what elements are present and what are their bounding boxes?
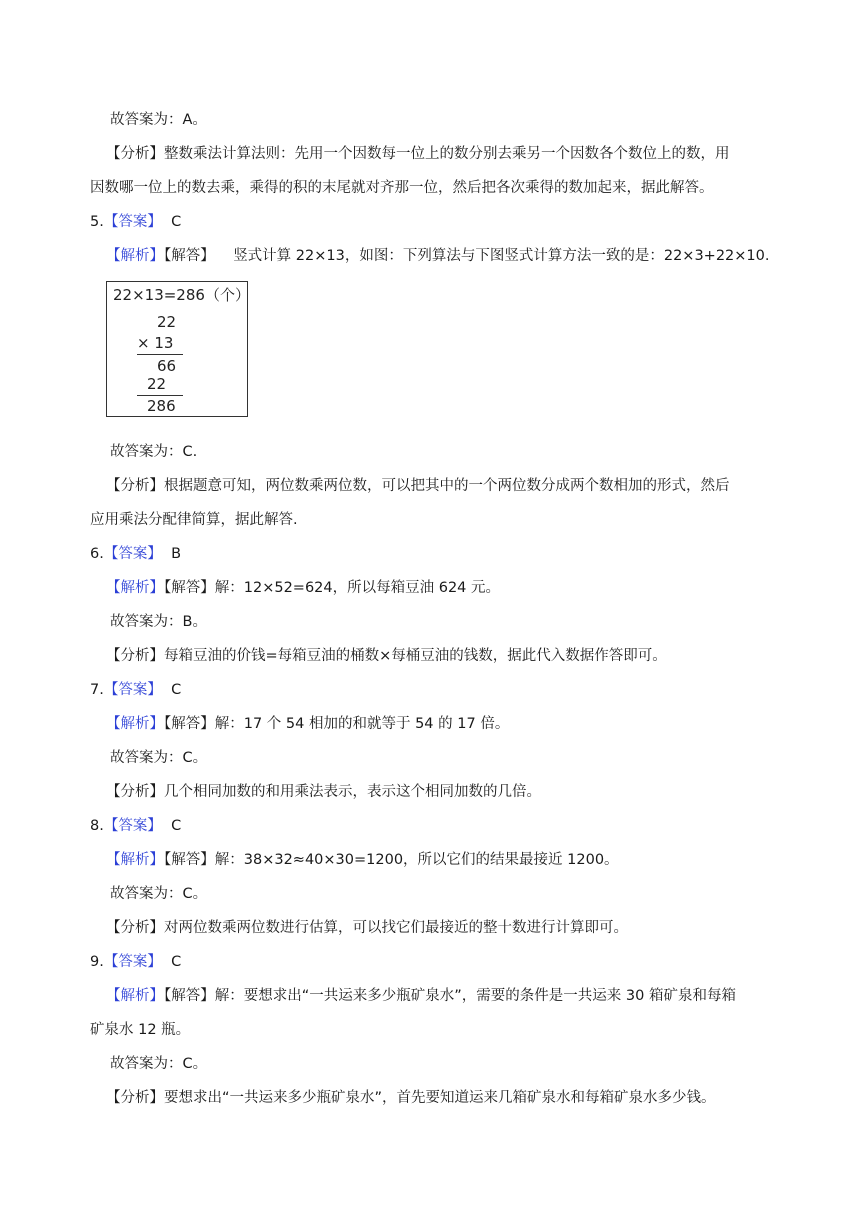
question-8-answer-line <box>110 884 207 904</box>
question-6-solution <box>106 578 500 598</box>
analysis-text: 每箱豆油的价钱=每箱豆油的桶数×每桶豆油的钱数，据此代入数据作答即可。 <box>164 648 667 664</box>
question-9-analysis <box>106 1088 716 1108</box>
question-5-answer <box>90 212 181 232</box>
answer-label: 【答案】 <box>103 214 162 230</box>
answer-label: 【答案】 <box>103 954 162 970</box>
question-number: 5. <box>90 214 104 230</box>
jiexi-label: 【解析】 <box>106 248 164 264</box>
analysis-label: 【分析】 <box>106 784 164 800</box>
question-8-answer <box>90 816 181 836</box>
question-number: 7. <box>90 682 104 698</box>
question-5-analysis <box>106 476 730 496</box>
question-number: 9. <box>90 954 104 970</box>
answer-text: 故答案为：C. <box>110 444 198 460</box>
solution-text: 解：17 个 54 相加的和就等于 54 的 17 倍。 <box>214 716 510 732</box>
question-6-analysis <box>106 646 667 666</box>
analysis-label: 【分析】 <box>106 146 164 162</box>
solution-text: 解：38×32≈40×30=1200，所以它们的结果最接近 1200。 <box>214 852 619 868</box>
analysis-label: 【分析】 <box>106 1090 164 1106</box>
answer-choice: B <box>171 546 182 562</box>
question-6-answer-line <box>110 612 207 632</box>
figure-rule-2 <box>137 395 183 396</box>
jieda-label: 【解答】 <box>164 988 215 1004</box>
question-9-answer <box>90 952 181 972</box>
question-7-answer <box>90 680 181 700</box>
analysis-text: 整数乘法计算法则：先用一个因数每一位上的数分别去乘另一个因数各个数位上的数，用 <box>164 146 730 162</box>
question-8-analysis <box>106 918 628 938</box>
question-9-answer-line <box>110 1054 207 1074</box>
question-number: 8. <box>90 818 104 834</box>
answer-text: 故答案为：C。 <box>110 886 208 902</box>
answer-label: 【答案】 <box>103 546 162 562</box>
answer-text: 故答案为：C。 <box>110 750 208 766</box>
analysis-text: 几个相同加数的和用乘法表示，表示这个相同加数的几倍。 <box>164 784 541 800</box>
solution-text: 竖式计算 22×13，如图：下列算法与下图竖式计算方法一致的是：22×3+22×10. <box>233 248 770 264</box>
analysis-line-cont <box>90 178 714 198</box>
answer-choice: C <box>171 214 182 230</box>
figure-product: 286 <box>147 397 176 415</box>
analysis-text: 对两位数乘两位数进行估算，可以找它们最接近的整十数进行计算即可。 <box>164 920 628 936</box>
figure-multiplicand: 22 <box>157 313 177 331</box>
figure-multiplier: × 13 <box>137 334 174 352</box>
solution-text: 解：要想求出“一共运来多少瓶矿泉水”，需要的条件是一共运来 30 箱矿泉和每箱 <box>214 988 736 1004</box>
jiexi-label: 【解析】 <box>106 988 164 1004</box>
jieda-label: 【解答】 <box>164 248 215 264</box>
jiexi-label: 【解析】 <box>106 580 164 596</box>
question-5-analysis-cont <box>90 510 298 530</box>
answer-choice: C <box>171 818 182 834</box>
answer-text: 故答案为：C。 <box>110 1056 208 1072</box>
answer-line <box>110 110 207 130</box>
analysis-label: 【分析】 <box>106 920 164 936</box>
analysis-label: 【分析】 <box>106 478 164 494</box>
analysis-label: 【分析】 <box>106 648 164 664</box>
jiexi-label: 【解析】 <box>106 716 164 732</box>
figure-rule-1 <box>137 354 183 355</box>
question-5-solution <box>106 246 769 266</box>
jieda-label: 【解答】 <box>164 716 215 732</box>
question-number: 6. <box>90 546 104 562</box>
vertical-multiplication-figure <box>106 281 248 417</box>
question-6-answer <box>90 544 181 564</box>
question-9-solution-cont <box>90 1020 190 1040</box>
jiexi-label: 【解析】 <box>106 852 164 868</box>
question-9-solution <box>106 986 736 1006</box>
answer-choice: C <box>171 954 182 970</box>
figure-title: 22×13=286（个） <box>113 286 250 304</box>
question-8-solution <box>106 850 619 870</box>
analysis-text: 根据题意可知，两位数乘两位数，可以把其中的一个两位数分成两个数相加的形式，然后 <box>164 478 730 494</box>
analysis-text: 要想求出“一共运来多少瓶矿泉水”，首先要知道运来几箱矿泉水和每箱矿泉水多少钱。 <box>164 1090 716 1106</box>
solution-text: 矿泉水 12 瓶。 <box>90 1022 191 1038</box>
answer-choice: C <box>171 682 182 698</box>
analysis-text: 应用乘法分配律简算，据此解答. <box>90 512 298 528</box>
answer-label: 【答案】 <box>103 818 162 834</box>
jieda-label: 【解答】 <box>164 580 215 596</box>
jieda-label: 【解答】 <box>164 852 215 868</box>
answer-text: 故答案为：B。 <box>110 614 207 630</box>
analysis-text: 因数哪一位上的数去乘，乘得的积的末尾就对齐那一位，然后把各次乘得的数加起来，据此解答。 <box>90 180 714 196</box>
question-7-solution <box>106 714 509 734</box>
figure-partial-1: 66 <box>157 357 177 375</box>
question-5-answer-line <box>110 442 197 462</box>
answer-text: 故答案为：A。 <box>110 112 207 128</box>
figure-partial-2: 22 <box>147 375 167 393</box>
analysis-line <box>106 144 730 164</box>
solution-text: 解：12×52=624，所以每箱豆油 624 元。 <box>214 580 501 596</box>
question-7-answer-line <box>110 748 207 768</box>
answer-label: 【答案】 <box>103 682 162 698</box>
question-7-analysis <box>106 782 541 802</box>
